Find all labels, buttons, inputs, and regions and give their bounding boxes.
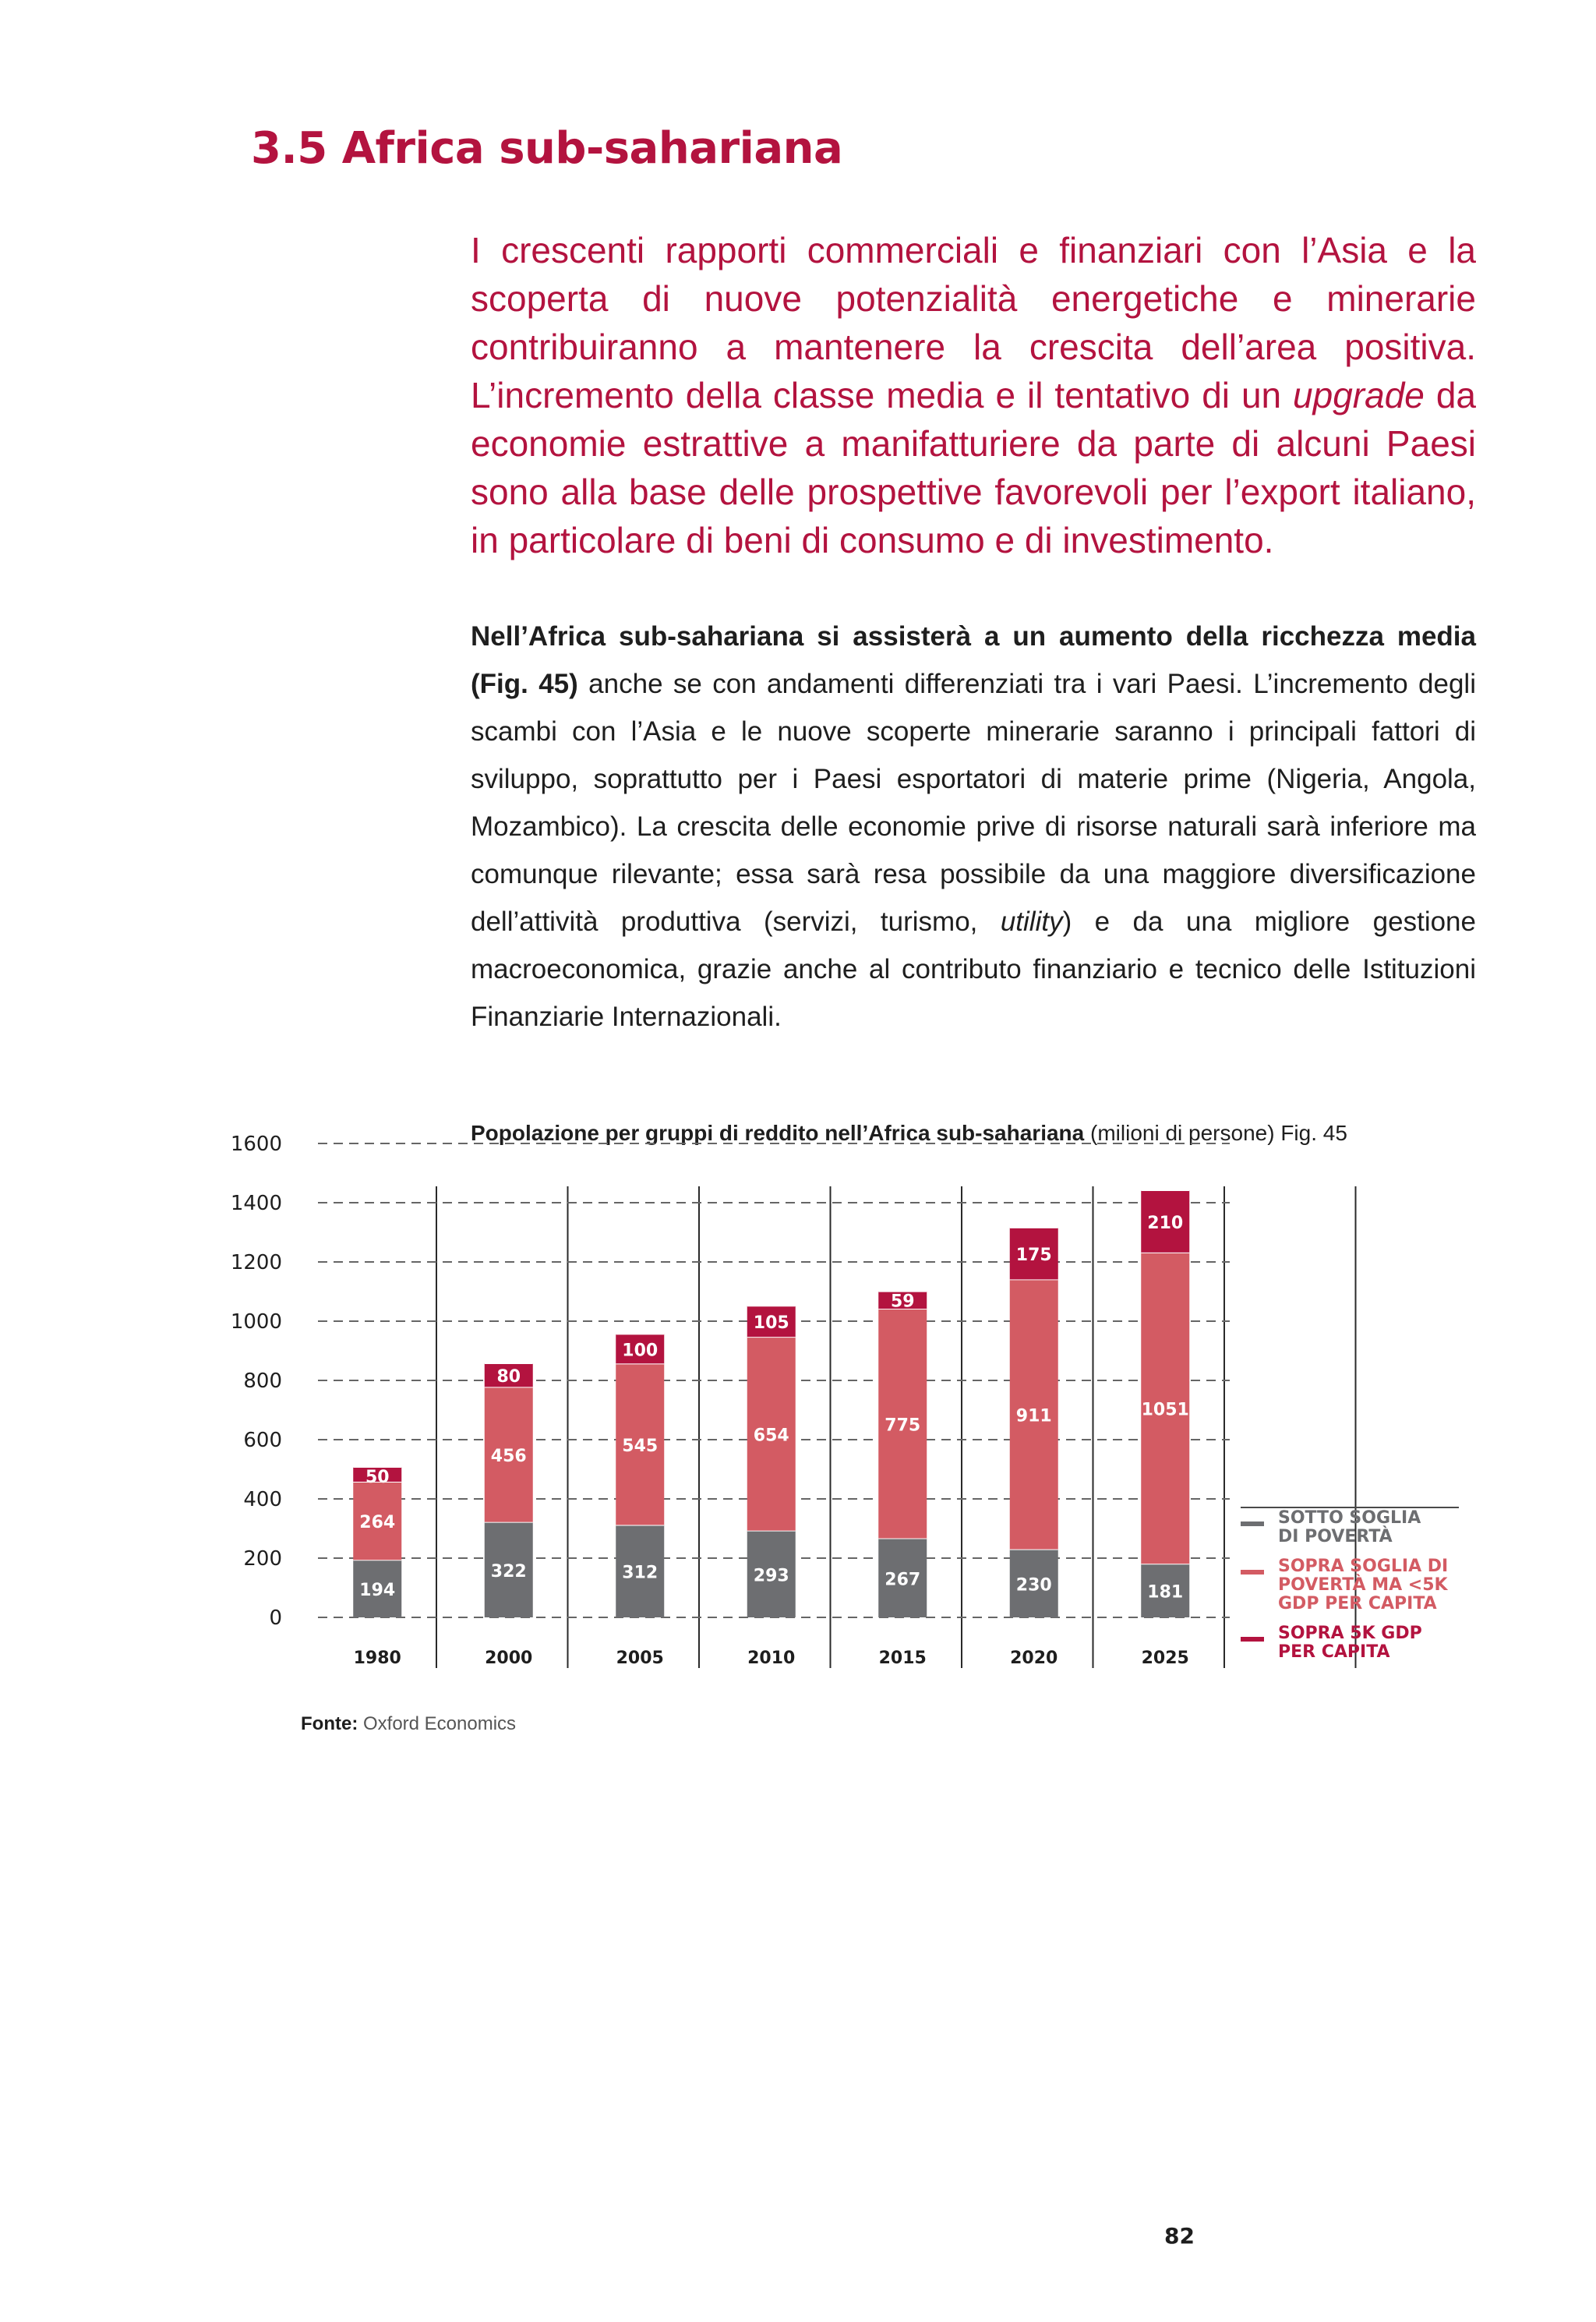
body-text-2: ) e da una migliore gestione macroeconomica, grazie anche al contributo finanziario e tecnico delle Istituzioni Finanziarie Internazionali.	[471, 907, 1476, 1032]
page-number: 82	[1164, 2223, 1195, 2249]
legend-label-line: SOPRA 5K GDP	[1278, 1624, 1422, 1643]
y-tick-label: 200	[243, 1547, 282, 1571]
body-text-1: anche se con andamenti differenziati tra i vari Paesi. L’incremento degli scambi con l’Asia e le nuove scoperte minerarie saranno i principali fattori di sviluppo, soprattutto per i Paesi esportatori di materie prime (Nigeria, Angola, Mozambico). La crescita delle economie prive di risorse naturali sarà inferiore ma comunque rilevante; essa sarà resa possibile da una maggiore diversificazione dell’attività produttiva (servizi, turismo,	[471, 669, 1476, 937]
legend-label	[1278, 1557, 1449, 1613]
data-label: 181	[1147, 1582, 1184, 1603]
data-label: 264	[359, 1513, 396, 1533]
x-tick-label: 2020	[1010, 1649, 1058, 1668]
data-label: 59	[890, 1292, 915, 1312]
y-tick-label: 400	[243, 1488, 282, 1511]
data-label: 100	[622, 1341, 659, 1361]
y-tick-label: 0	[269, 1606, 282, 1630]
y-tick-label: 1600	[230, 1133, 282, 1156]
y-tick-label: 1400	[230, 1192, 282, 1215]
legend-label-line: POVERTÀ MA <5K	[1278, 1575, 1448, 1595]
data-label: 105	[753, 1313, 789, 1334]
data-label: 80	[496, 1367, 521, 1387]
data-label: 312	[622, 1563, 659, 1583]
data-label: 1051	[1141, 1400, 1189, 1420]
y-tick-label: 1000	[230, 1310, 282, 1334]
lead-paragraph	[471, 226, 1476, 564]
data-label: 210	[1147, 1213, 1184, 1233]
data-label: 456	[490, 1447, 527, 1466]
lead-text-before: I crescenti rapporti commerciali e finanziari con l’Asia e la scoperta di nuove potenzialità energetiche e minerarie contribuiranno a mantenere la crescita dell’area positiva. L’incremento della classe media e il tentativo di un	[471, 230, 1476, 415]
figure-title-rest: (milioni di persone) Fig. 45	[1084, 1121, 1347, 1145]
figure-title	[471, 1121, 1484, 1146]
data-label: 775	[885, 1415, 921, 1436]
body-italic: utility	[1000, 907, 1063, 937]
x-tick-label: 2005	[616, 1649, 664, 1668]
y-tick-label: 800	[243, 1370, 282, 1393]
legend-label-line: PER CAPITA	[1278, 1642, 1390, 1662]
data-label: 322	[490, 1561, 527, 1582]
x-tick-label: 2010	[747, 1649, 796, 1668]
data-label: 175	[1015, 1246, 1052, 1266]
x-tick-label: 1980	[353, 1649, 401, 1668]
legend-label-line: GDP PER CAPITA	[1278, 1594, 1437, 1613]
body-bold-lead: Nell’Africa sub-sahariana si assisterà a un aumento della ricchezza media (Fig. 45)	[471, 621, 1476, 699]
legend-swatch	[1241, 1521, 1264, 1526]
data-label: 230	[1015, 1575, 1052, 1596]
lead-text-after: da economie estrattive a manifatturiere da parte di alcuni Paesi sono alla base delle prospettive favorevoli per l’export italiano, in particolare di beni di consumo e di investimento.	[471, 375, 1476, 560]
legend-swatch	[1241, 1570, 1264, 1575]
x-tick-label: 2025	[1141, 1649, 1189, 1668]
x-tick-label: 2015	[878, 1649, 927, 1668]
data-label: 267	[885, 1570, 921, 1590]
legend-label	[1278, 1508, 1421, 1546]
legend-label	[1278, 1624, 1422, 1662]
data-label: 545	[622, 1436, 659, 1456]
data-label: 654	[753, 1426, 789, 1446]
body-paragraph	[471, 613, 1476, 1041]
data-label: 50	[365, 1467, 390, 1487]
x-tick-label: 2000	[485, 1649, 533, 1668]
legend-label-line: DI POVERTÀ	[1278, 1527, 1393, 1546]
data-label: 194	[359, 1581, 396, 1601]
data-label: 293	[753, 1566, 789, 1586]
y-tick-label: 1200	[230, 1251, 282, 1274]
lead-emphasis: upgrade	[1293, 375, 1425, 415]
figure-title-bold: Popolazione per gruppi di reddito nell’Africa sub-sahariana	[471, 1121, 1085, 1145]
data-label: 911	[1015, 1406, 1052, 1426]
legend-swatch	[1241, 1637, 1264, 1642]
source-value: Oxford Economics	[362, 1713, 517, 1734]
legend-label-line: SOPRA SOGLIA DI	[1278, 1557, 1449, 1576]
y-tick-label: 600	[243, 1429, 282, 1452]
figure-source	[301, 1713, 516, 1735]
section-heading: 3.5 Africa sub-sahariana	[251, 123, 843, 174]
legend-label-line: SOTTO SOGLIA	[1278, 1508, 1421, 1528]
source-label: Fonte:	[301, 1713, 358, 1734]
